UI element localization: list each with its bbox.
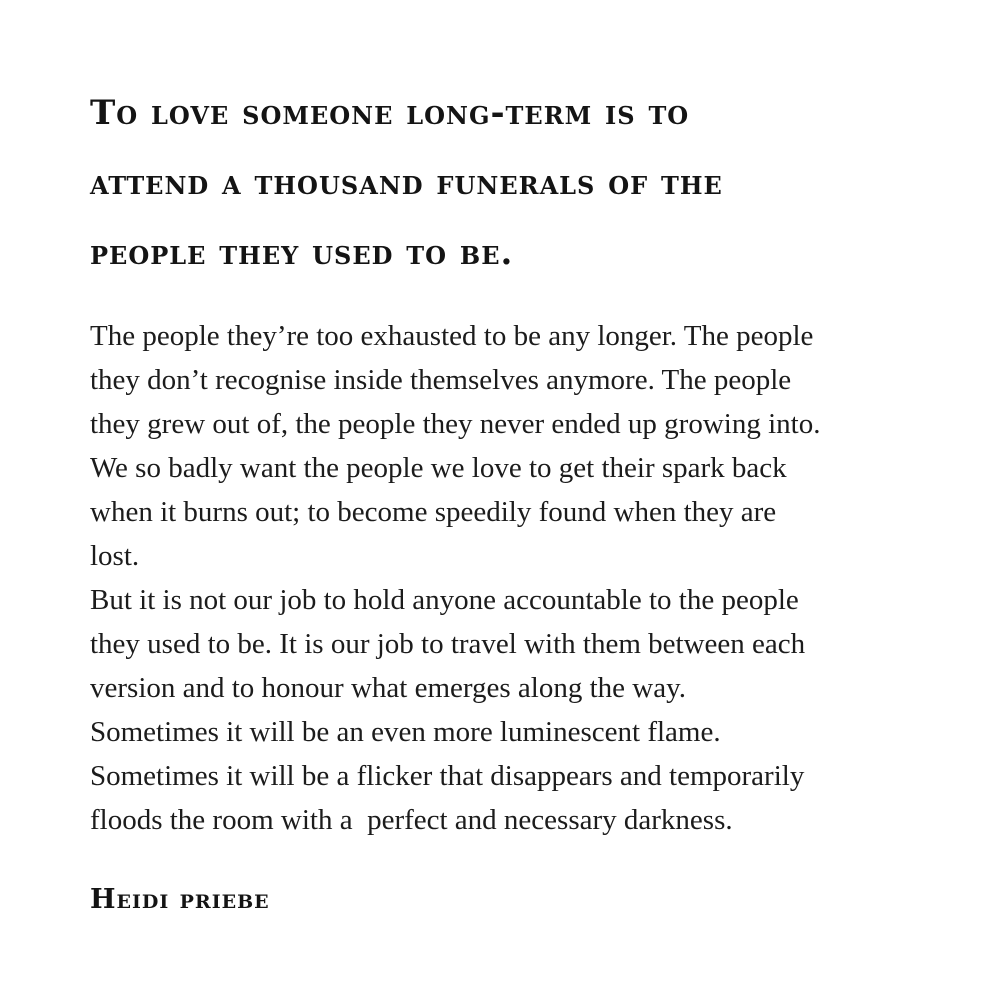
body-line: But it is not our job to hold anyone accountable to the people — [90, 584, 799, 616]
author-name: Heidi priebe — [90, 884, 270, 915]
body-line: lost. — [90, 540, 140, 572]
body-line: they used to be. It is our job to travel with them between each — [90, 628, 806, 660]
body-line: version and to honour what emerges along the way. — [90, 672, 686, 704]
body-line: Sometimes it will be an even more luminescent flame. — [90, 716, 721, 748]
body-line: when it burns out; to become speedily found when they are — [90, 496, 777, 528]
quote-heading — [90, 78, 940, 288]
body-line: they grew out of, the people they never ended up growing into. — [90, 408, 821, 440]
body-line: floods the room with a perfect and necessary darkness. — [90, 804, 733, 836]
heading-line: To love someone long-term is to — [90, 93, 690, 133]
body-line: Sometimes it will be a flicker that disappears and temporarily — [90, 760, 805, 792]
body-line: they don’t recognise inside themselves anymore. The people — [90, 364, 792, 396]
body-line: The people they’re too exhausted to be any longer. The people — [90, 320, 814, 352]
heading-line: people they used to be. — [90, 233, 514, 273]
body-line: We so badly want the people we love to get their spark back — [90, 452, 787, 484]
quote-body — [90, 314, 940, 842]
quote-page — [90, 78, 940, 915]
heading-line: attend a thousand funerals of the — [90, 163, 723, 203]
